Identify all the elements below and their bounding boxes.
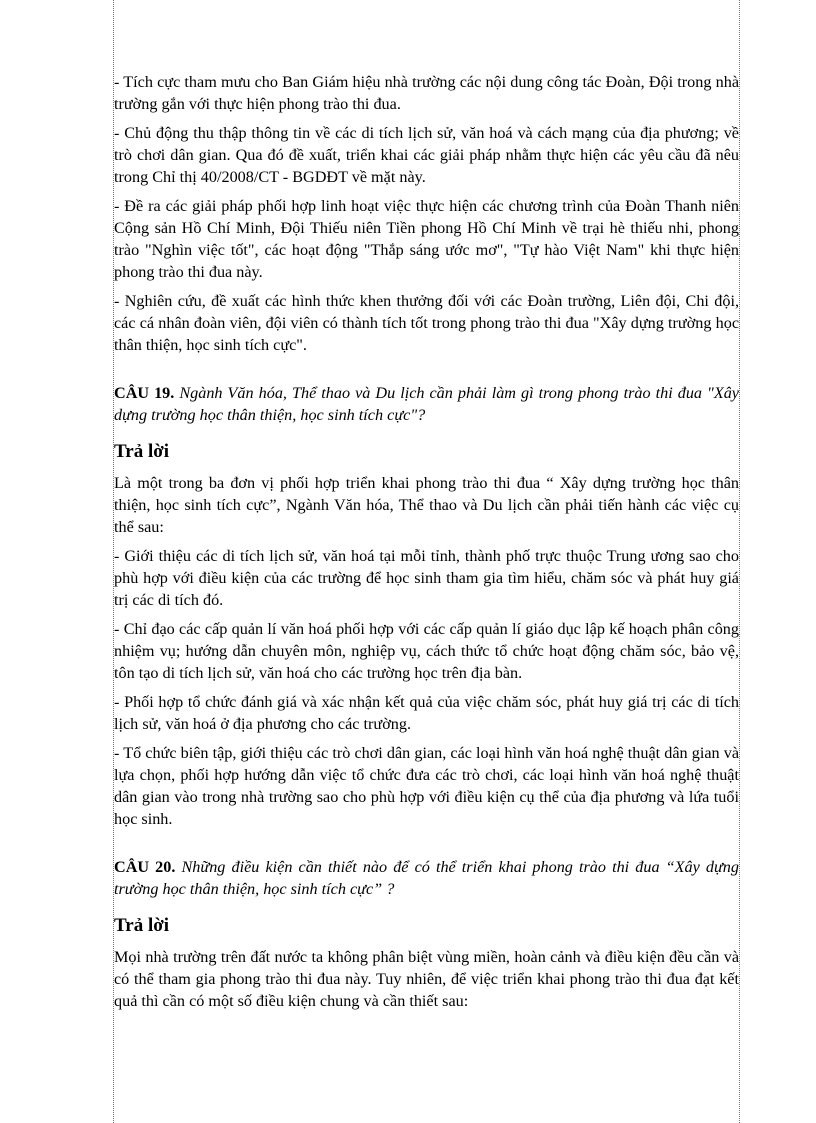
paragraph: - Phối hợp tổ chức đánh giá và xác nhận kết quả của việc chăm sóc, phát huy giá trị các di tích lịch sử, văn hoá ở địa phương cho các trường. xyxy=(114,693,739,733)
answer-heading: Trả lời xyxy=(114,915,170,936)
document-body xyxy=(114,71,739,1019)
paragraph: Là một trong ba đơn vị phối hợp triển khai phong trào thi đua “ Xây dựng trường học thân thiện, học sinh tích cực”, Ngành Văn hóa, Thể thao và Du lịch cần phải tiến hành các việc cụ thể sau: xyxy=(114,474,739,536)
right-margin-guide xyxy=(739,0,740,1123)
paragraph: - Tổ chức biên tập, giới thiệu các trò chơi dân gian, các loại hình văn hoá nghệ thuật dân gian và lựa chọn, phối hợp hướng dẫn việc tổ chức đưa các trò chơi, các loại hình văn hoá nghệ thuật dân gian vào trong nhà trường sao cho phù hợp với điều kiện cụ thể của địa phương và lứa tuổi học sinh. xyxy=(114,744,739,828)
paragraph: Mọi nhà trường trên đất nước ta không phân biệt vùng miền, hoàn cảnh và điều kiện đều cần và có thể tham gia phong trào thi đua này. Tuy nhiên, để việc triển khai phong trào thi đua đạt kết quả thì cần có một số điều kiện chung và cần thiết sau: xyxy=(114,948,739,1010)
paragraph: - Giới thiệu các di tích lịch sử, văn hoá tại mỗi tỉnh, thành phố trực thuộc Trung ương sao cho phù hợp với điều kiện của các trường để học sinh tham gia tìm hiểu, chăm sóc và phát huy giá trị các di tích đó. xyxy=(114,547,739,609)
paragraph: - Chỉ đạo các cấp quản lí văn hoá phối hợp với các cấp quản lí giáo dục lập kế hoạch phân công nhiệm vụ; hướng dẫn chuyên môn, nghiệp vụ, cách thức tổ chức hoạt động chăm sóc, bảo vệ, tôn tạo di tích lịch sử, văn hoá cho các trường học trên địa bàn. xyxy=(114,620,739,682)
paragraph: - Đề ra các giải pháp phối hợp linh hoạt việc thực hiện các chương trình của Đoàn Thanh niên Cộng sản Hồ Chí Minh, Đội Thiếu niên Tiền phong Hồ Chí Minh về trại hè thiếu nhi, phong trào "Nghìn việc tốt", các hoạt động "Thắp sáng ước mơ", "Tự hào Việt Nam" khi thực hiện phong trào thi đua này. xyxy=(114,197,739,281)
paragraph: - Chủ động thu thập thông tin về các di tích lịch sử, văn hoá và cách mạng của địa phương; về trò chơi dân gian. Qua đó đề xuất, triển khai các giải pháp nhằm thực hiện các yêu cầu đã nêu trong Chỉ thị 40/2008/CT - BGDĐT về mặt này. xyxy=(114,124,739,186)
question-number: CÂU 20. xyxy=(114,858,176,876)
answer-heading: Trả lời xyxy=(114,441,170,462)
paragraph: - Nghiên cứu, đề xuất các hình thức khen thưởng đối với các Đoàn trường, Liên đội, Chi đội, các cá nhân đoàn viên, đội viên có thành tích tốt trong phong trào thi đua "Xây dựng trường học thân thiện, học sinh tích cực". xyxy=(114,292,739,354)
question-text: Những điều kiện cần thiết nào để có thể triển khai phong trào thi đua “Xây dựng trường học thân thiện, học sinh tích cực” ? xyxy=(114,858,739,898)
paragraph: - Tích cực tham mưu cho Ban Giám hiệu nhà trường các nội dung công tác Đoàn, Đội trong nhà trường gắn với thực hiện phong trào thi đua. xyxy=(114,73,739,113)
question-text: Ngành Văn hóa, Thể thao và Du lịch cần phải làm gì trong phong trào thi đua "Xây dựng trường học thân thiện, học sinh tích cực"? xyxy=(114,384,739,424)
question-number: CÂU 19. xyxy=(114,384,175,402)
question-19 xyxy=(114,382,739,426)
question-20 xyxy=(114,856,739,900)
